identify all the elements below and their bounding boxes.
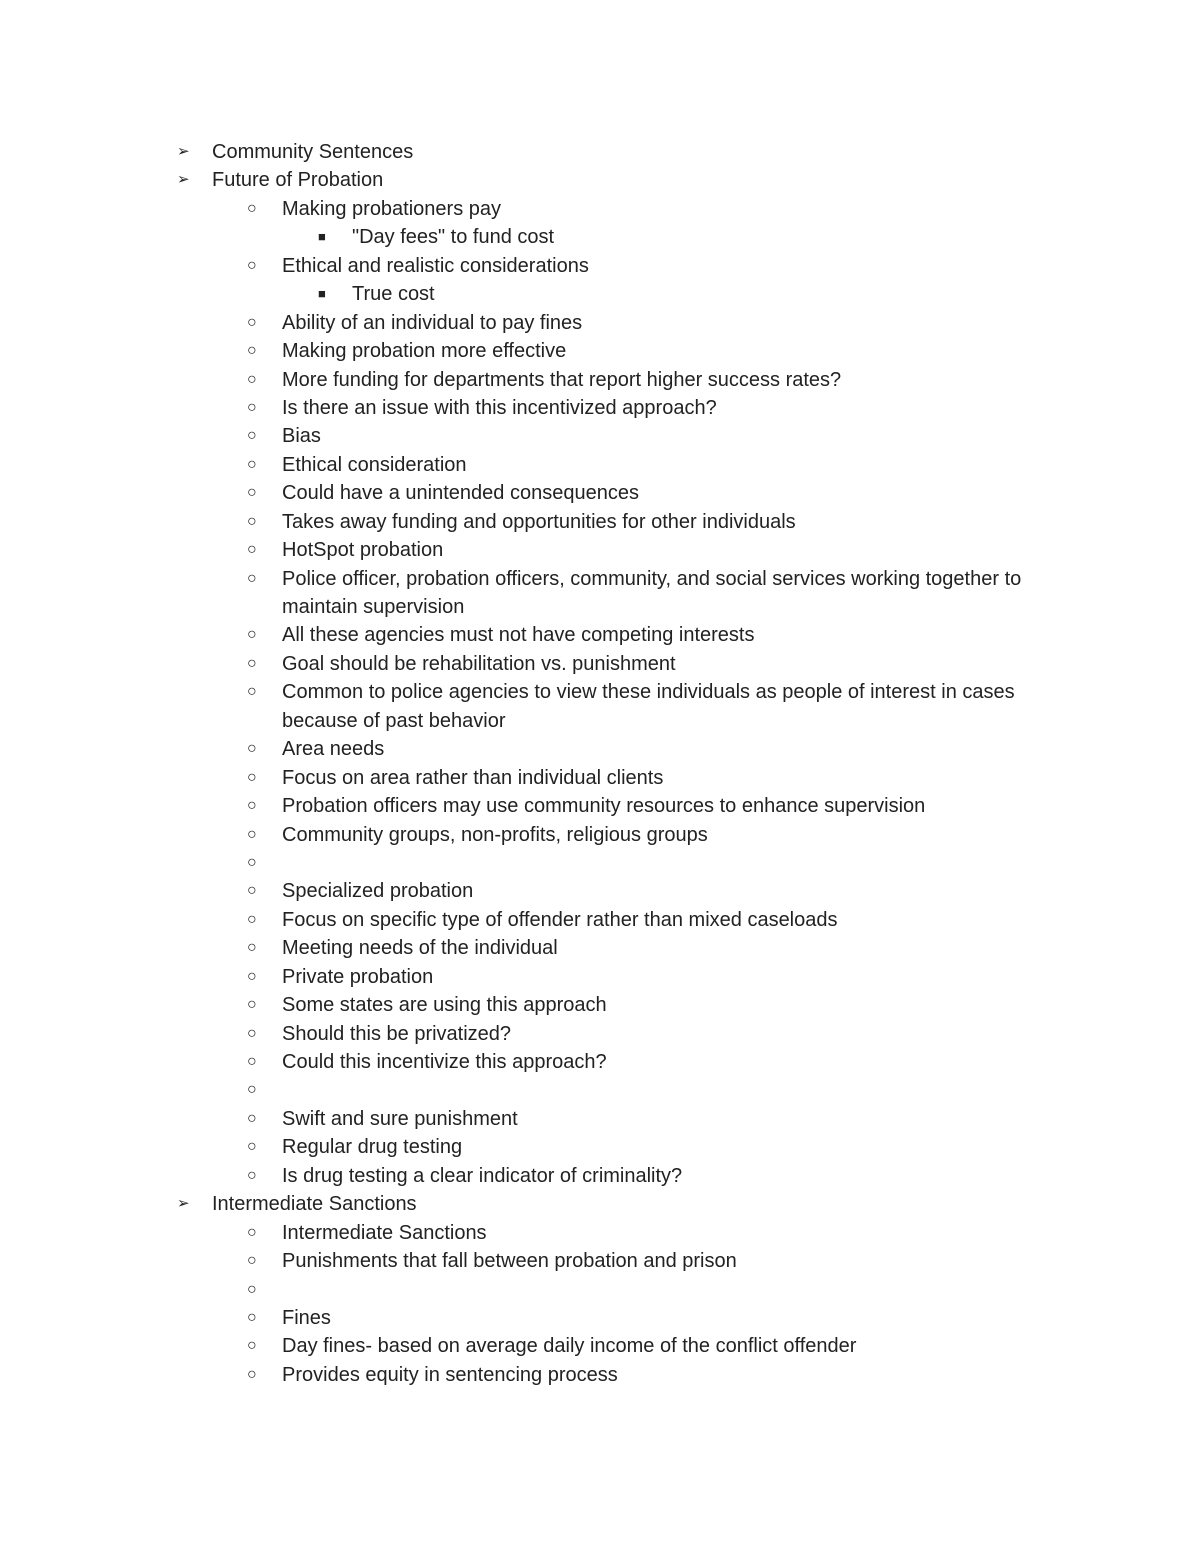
outline-item-text: Takes away funding and opportunities for other individuals: [282, 510, 796, 533]
outline-item-level-2: [0, 1276, 1200, 1304]
outline-item-text: Meeting needs of the individual: [282, 937, 558, 960]
document-body: [0, 138, 1200, 1389]
outline-item-text: Area needs: [282, 738, 385, 761]
hollow-circle-bullet-icon: ○: [247, 1365, 257, 1383]
outline-item-level-2: [0, 1162, 1200, 1190]
outline-item-level-2: [0, 394, 1200, 422]
outline-item-text: Specialized probation: [282, 880, 474, 903]
filled-square-bullet-icon: ■: [318, 286, 326, 302]
hollow-circle-bullet-icon: ○: [247, 740, 257, 758]
outline-item-text: Some states are using this approach: [282, 994, 607, 1017]
outline-item-text: Focus on area rather than individual clients: [282, 766, 664, 789]
outline-item-text: Making probationers pay: [282, 197, 502, 220]
outline-item-level-2: [0, 1020, 1200, 1048]
hollow-circle-bullet-icon: ○: [247, 939, 257, 957]
hollow-circle-bullet-icon: ○: [247, 1053, 257, 1071]
arrow-bullet-icon: ➢: [177, 143, 190, 160]
outline-item-level-2: [0, 849, 1200, 877]
hollow-circle-bullet-icon: ○: [247, 882, 257, 900]
outline-item-level-2: [0, 1247, 1200, 1275]
hollow-circle-bullet-icon: ○: [247, 199, 257, 217]
outline-item-level-2: [0, 821, 1200, 849]
arrow-bullet-icon: ➢: [177, 1195, 190, 1213]
arrow-bullet-icon: ➢: [177, 171, 190, 189]
outline-item-text: Is drug testing a clear indicator of criminality?: [282, 1164, 683, 1187]
hollow-circle-bullet-icon: ○: [247, 541, 257, 559]
outline-item-level-2: [0, 678, 1200, 735]
hollow-circle-bullet-icon: ○: [247, 512, 257, 530]
hollow-circle-bullet-icon: ○: [247, 683, 257, 701]
outline-item-text: Day fines- based on average daily income of the conflict offender: [282, 1335, 857, 1358]
outline-item-level-1: [0, 138, 1200, 166]
outline-item-level-2: [0, 1361, 1200, 1389]
outline-item-text: Should this be privatized?: [282, 1022, 512, 1045]
outline-item-level-3: [0, 280, 1200, 308]
outline-item-text: Intermediate Sanctions: [282, 1221, 487, 1244]
outline-item-level-2: [0, 1076, 1200, 1104]
hollow-circle-bullet-icon: ○: [247, 427, 257, 445]
hollow-circle-bullet-icon: ○: [247, 1166, 257, 1184]
hollow-circle-bullet-icon: ○: [247, 370, 257, 388]
outline-item-level-2: [0, 792, 1200, 820]
outline-item-text: Ethical and realistic considerations: [282, 254, 589, 277]
outline-item-text: Intermediate Sanctions: [212, 1193, 417, 1216]
hollow-circle-bullet-icon: ○: [247, 569, 257, 587]
outline-item-level-2: [0, 621, 1200, 649]
outline-item-level-2: [0, 963, 1200, 991]
hollow-circle-bullet-icon: ○: [247, 1024, 257, 1042]
outline-item-level-2: [0, 422, 1200, 450]
outline-item-level-2: [0, 934, 1200, 962]
outline-item-text: True cost: [352, 283, 435, 306]
outline-item-level-2: [0, 1105, 1200, 1133]
outline-item-level-2: [0, 1332, 1200, 1360]
hollow-circle-bullet-icon: ○: [247, 455, 257, 473]
hollow-circle-bullet-icon: ○: [247, 1280, 257, 1298]
outline-item-level-2: [0, 195, 1200, 223]
outline-item-level-2: [0, 508, 1200, 536]
outline-item-text: More funding for departments that report higher success rates?: [282, 368, 842, 391]
hollow-circle-bullet-icon: ○: [247, 825, 257, 843]
hollow-circle-bullet-icon: ○: [247, 1308, 257, 1326]
filled-square-bullet-icon: ■: [318, 229, 326, 245]
outline-item-text: Community Sentences: [212, 141, 414, 163]
hollow-circle-bullet-icon: ○: [247, 1252, 257, 1270]
hollow-circle-bullet-icon: ○: [247, 484, 257, 502]
outline-item-level-2: [0, 479, 1200, 507]
hollow-circle-bullet-icon: ○: [247, 797, 257, 815]
outline-item-level-2: [0, 451, 1200, 479]
hollow-circle-bullet-icon: ○: [247, 1223, 257, 1241]
outline-item-text: Could this incentivize this approach?: [282, 1051, 607, 1074]
outline-item-level-2: [0, 337, 1200, 365]
outline-item-text: All these agencies must not have competing interests: [282, 624, 755, 647]
hollow-circle-bullet-icon: ○: [247, 654, 257, 672]
outline-item-text: Future of Probation: [212, 169, 384, 192]
outline-item-level-3: [0, 223, 1200, 251]
outline-item-text: Goal should be rehabilitation vs. punishment: [282, 652, 676, 675]
outline-item-text: Community groups, non-profits, religious groups: [282, 823, 708, 846]
outline-item-level-2: [0, 991, 1200, 1019]
hollow-circle-bullet-icon: ○: [247, 768, 257, 786]
outline-item-text: Private probation: [282, 965, 434, 988]
outline-item-level-1: [0, 1190, 1200, 1218]
outline-item-level-2: [0, 877, 1200, 905]
outline-item-text: "Day fees" to fund cost: [352, 226, 555, 249]
hollow-circle-bullet-icon: ○: [247, 996, 257, 1014]
outline-item-level-2: [0, 764, 1200, 792]
outline-item-text: Common to police agencies to view these individuals as people of interest in cases because of past behavior: [282, 681, 1015, 732]
outline-item-text: Punishments that fall between probation and prison: [282, 1250, 737, 1273]
outline-item-level-2: [0, 1304, 1200, 1332]
outline-item-text: Ethical consideration: [282, 453, 467, 476]
outline-item-text: Provides equity in sentencing process: [282, 1363, 618, 1386]
outline-item-text: Could have a unintended consequences: [282, 482, 639, 505]
outline-item-level-2: [0, 252, 1200, 280]
hollow-circle-bullet-icon: ○: [247, 313, 257, 331]
hollow-circle-bullet-icon: ○: [247, 967, 257, 985]
outline-item-level-1: [0, 166, 1200, 194]
hollow-circle-bullet-icon: ○: [247, 853, 257, 871]
hollow-circle-bullet-icon: ○: [247, 1109, 257, 1127]
outline-item-level-2: [0, 1133, 1200, 1161]
hollow-circle-bullet-icon: ○: [247, 910, 257, 928]
outline-item-text: Making probation more effective: [282, 340, 567, 363]
outline-item-text: Regular drug testing: [282, 1136, 463, 1159]
hollow-circle-bullet-icon: ○: [247, 342, 257, 360]
outline-item-level-2: [0, 565, 1200, 622]
outline-item-text: Bias: [282, 425, 321, 448]
outline-item-level-2: [0, 1048, 1200, 1076]
hollow-circle-bullet-icon: ○: [247, 256, 257, 274]
outline-item-text: Probation officers may use community resources to enhance supervision: [282, 795, 926, 818]
outline-item-text: Swift and sure punishment: [282, 1107, 518, 1130]
outline-item-level-2: [0, 536, 1200, 564]
hollow-circle-bullet-icon: ○: [247, 1337, 257, 1355]
outline-item-text: Fines: [282, 1306, 331, 1329]
outline-item-level-2: [0, 735, 1200, 763]
outline-item-text: Focus on specific type of offender rather than mixed caseloads: [282, 908, 838, 931]
outline-item-level-2: [0, 906, 1200, 934]
hollow-circle-bullet-icon: ○: [247, 626, 257, 644]
outline-item-text: Ability of an individual to pay fines: [282, 311, 583, 334]
hollow-circle-bullet-icon: ○: [247, 398, 257, 416]
outline-item-level-2: [0, 366, 1200, 394]
outline-item-text: HotSpot probation: [282, 539, 444, 562]
outline-item-text: Police officer, probation officers, community, and social services working together to maintain supervision: [282, 567, 1022, 619]
outline-item-text: Is there an issue with this incentivized approach?: [282, 396, 717, 419]
outline-item-level-2: [0, 309, 1200, 337]
hollow-circle-bullet-icon: ○: [247, 1081, 257, 1099]
outline-item-level-2: [0, 1219, 1200, 1247]
hollow-circle-bullet-icon: ○: [247, 1138, 257, 1156]
outline-item-level-2: [0, 650, 1200, 678]
